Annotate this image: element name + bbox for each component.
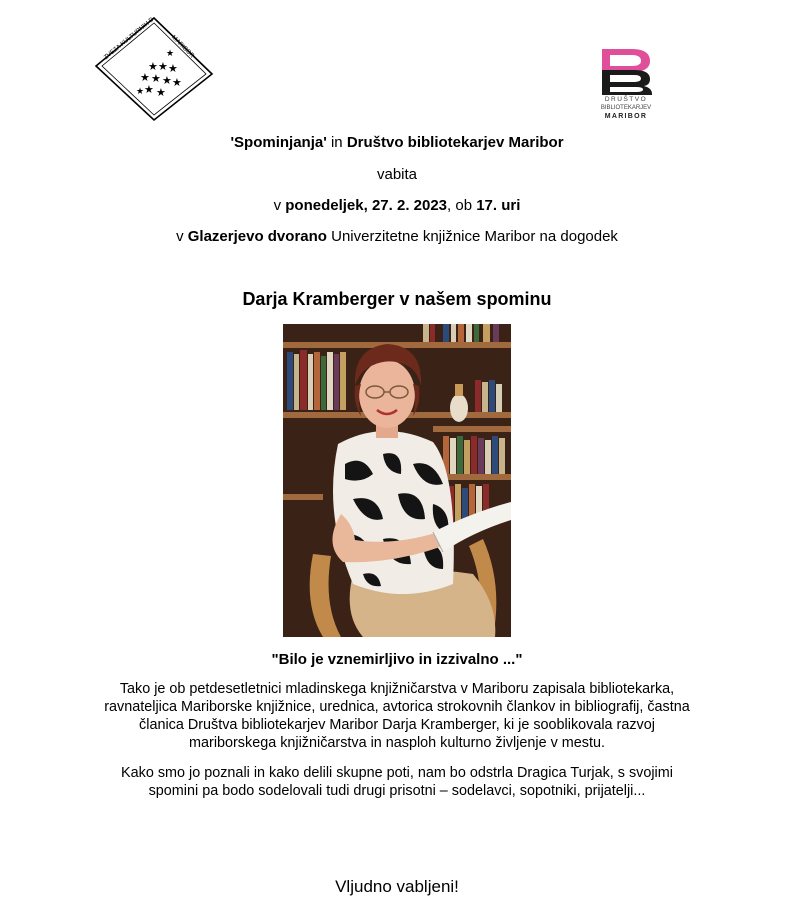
drustvo-bibliotekarjev-logo [594,46,658,126]
dbm-monogram-icon [594,46,658,96]
svg-text:★: ★ [168,63,178,75]
portrait-photo [283,324,511,637]
svg-text:★: ★ [144,84,154,96]
svg-text:★: ★ [172,77,182,89]
svg-text:★: ★ [156,87,166,99]
svg-text:★: ★ [136,86,145,96]
svg-text:★: ★ [166,48,175,58]
zveza-kulturnih-drustev-logo [92,14,216,124]
invite-organizers: 'Spominjanja' in Društvo bibliotekarjev Maribor [230,134,564,151]
zveza-logo-graphic [92,14,216,124]
invite-verb: vabita [376,166,418,183]
svg-text:★: ★ [148,61,158,73]
logo-text-top: ZVEZA KULTURNIH D [102,16,156,62]
quote: "Bilo je vznemirljivo in izzivalno ..." [271,651,523,668]
paragraph-intro: Tako je ob petdesetletnici mladinskega knjižničarstva v Mariboru zapisala bibliotekarka, ravnateljica Mariborske knjižnice, urednica, avtorica strokovnih člankov in bibliografij, častna članica Društva bibliotekarjev Maribor Darja Kramberger, ki je sooblikovala razvoj mariborskega knjižničarstva in nasploh kulturno življenje v mestu. [104,681,690,751]
stars-icon [136,48,182,99]
closing-text: Vljudno vabljeni! [335,877,459,896]
svg-text:★: ★ [140,72,150,84]
svg-text:★: ★ [151,73,161,85]
logo-text-right: MARIBOR [170,34,196,60]
paragraph-program: Kako smo jo poznali in kako delili skupne poti, nam bo odstrla Dragica Turjak, s svojimi spomini pa bodo sodelovali tudi drugi prisotni – sodelavci, sopotniki, prijatelji... [121,765,673,799]
event-title: Darja Kramberger v našem spominu [242,289,552,309]
portrait-illustration [283,324,511,637]
svg-text:★: ★ [162,75,172,87]
dbm-logo-line2: BIBLIOTEKARJEV [600,105,652,111]
invite-venue: v Glazerjevo dvorano Univerzitetne knjižnice Maribor na dogodek [176,228,618,245]
invite-datetime: v ponedeljek, 27. 2. 2023, ob 17. uri [273,197,521,214]
dbm-logo-line3: MARIBOR [604,113,648,120]
svg-text:★: ★ [158,61,168,73]
dbm-logo-line1: DRUŠTVO [604,96,648,103]
